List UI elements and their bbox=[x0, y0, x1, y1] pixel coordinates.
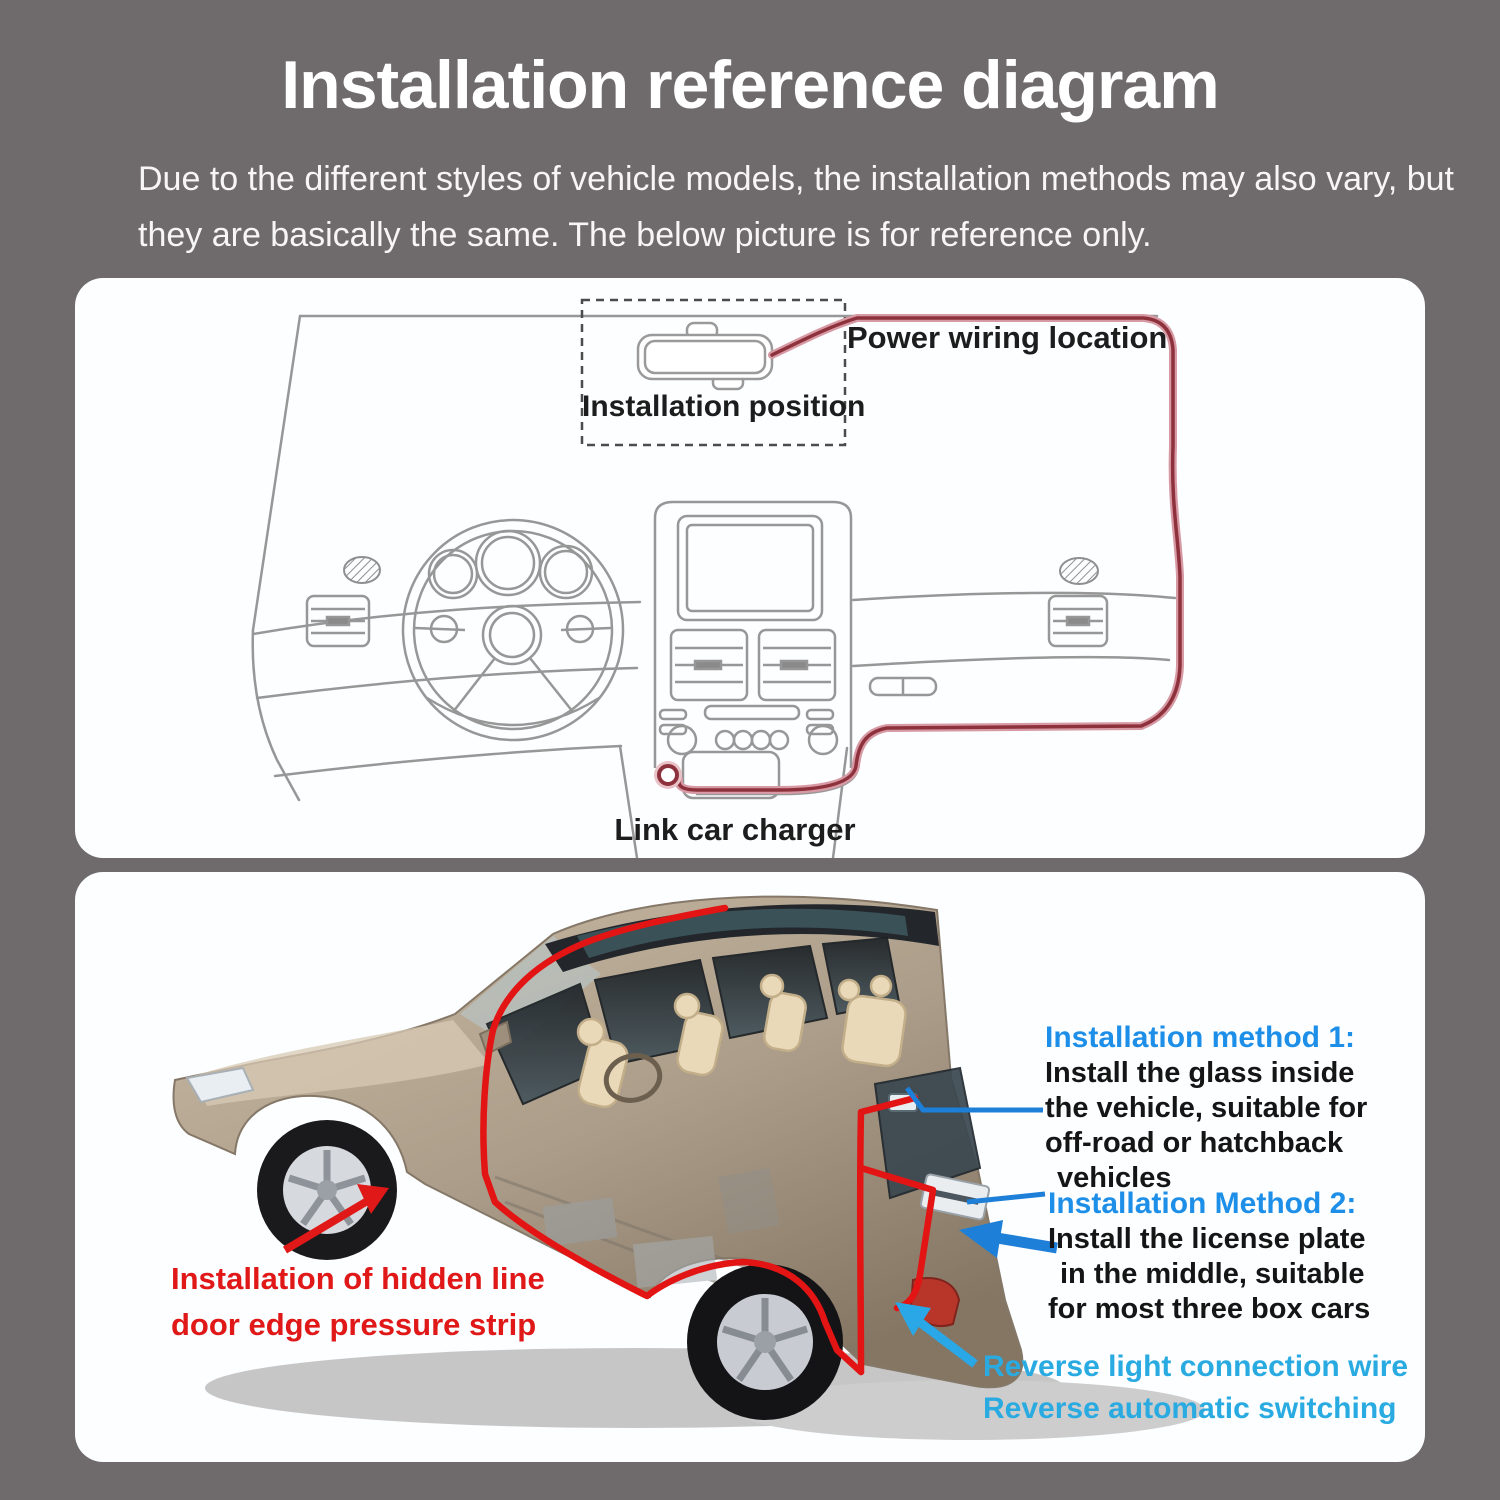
reverse-light-label-line1: Reverse light connection wire bbox=[983, 1350, 1409, 1383]
power-wiring-label: Power wiring location bbox=[847, 320, 1168, 355]
reverse-light-label-line2: Reverse automatic switching bbox=[983, 1392, 1397, 1425]
method2-line: Install the license plate bbox=[1048, 1223, 1366, 1255]
vehicle-methods-card bbox=[75, 872, 1425, 1462]
dash-bottom-left bbox=[275, 746, 621, 776]
center-console bbox=[655, 502, 851, 768]
hidden-line-label-line1: Installation of hidden line bbox=[171, 1261, 545, 1296]
a-pillar-line bbox=[253, 316, 300, 630]
right-speaker-grille bbox=[1060, 558, 1098, 584]
subtitle-line-1: Due to the different styles of vehicle models, the installation methods may also vary, but bbox=[138, 160, 1454, 198]
console-screen bbox=[678, 516, 822, 620]
hidden-line-label bbox=[171, 1256, 545, 1348]
left-speaker-grille bbox=[344, 557, 380, 583]
page-title: Installation reference diagram bbox=[281, 47, 1219, 123]
dashboard-wiring-card bbox=[75, 278, 1425, 858]
dashboard-illustration-icon bbox=[75, 278, 1425, 858]
left-vent-slider bbox=[327, 617, 349, 625]
method1-label-block bbox=[1045, 1020, 1367, 1196]
method1-line: Install the glass inside bbox=[1045, 1057, 1355, 1089]
method2-label-block bbox=[1048, 1186, 1370, 1327]
installation-position-label: Installation position bbox=[582, 390, 866, 423]
reverse-light-label bbox=[983, 1346, 1408, 1430]
hidden-line-label-line2: door edge pressure strip bbox=[171, 1307, 537, 1342]
rearview-mirror bbox=[638, 323, 772, 389]
subtitle-line-2: they are basically the same. The below picture is for reference only. bbox=[138, 216, 1152, 254]
steering-wheel bbox=[403, 520, 623, 740]
method1-line: vehicles bbox=[1057, 1162, 1172, 1194]
cd-slot bbox=[705, 706, 799, 719]
method1-heading: Installation method 1: bbox=[1045, 1021, 1356, 1054]
rear-wheel bbox=[687, 1264, 843, 1420]
method2-heading: Installation Method 2: bbox=[1048, 1187, 1357, 1220]
dash-contour-left bbox=[257, 668, 637, 698]
method1-line: the vehicle, suitable for bbox=[1045, 1092, 1368, 1124]
dash-top-right bbox=[853, 593, 1175, 600]
method1-line: off-road or hatchback bbox=[1045, 1127, 1344, 1159]
right-vent-slider bbox=[1067, 617, 1089, 625]
method2-line: in the middle, suitable bbox=[1060, 1258, 1365, 1290]
link-car-charger-label: Link car charger bbox=[614, 812, 856, 847]
console-knob-left bbox=[668, 726, 696, 754]
gauge-cluster bbox=[429, 531, 592, 598]
method2-line: for most three box cars bbox=[1048, 1293, 1371, 1325]
charger-socket bbox=[659, 766, 677, 784]
dash-contour-right bbox=[853, 657, 1169, 666]
